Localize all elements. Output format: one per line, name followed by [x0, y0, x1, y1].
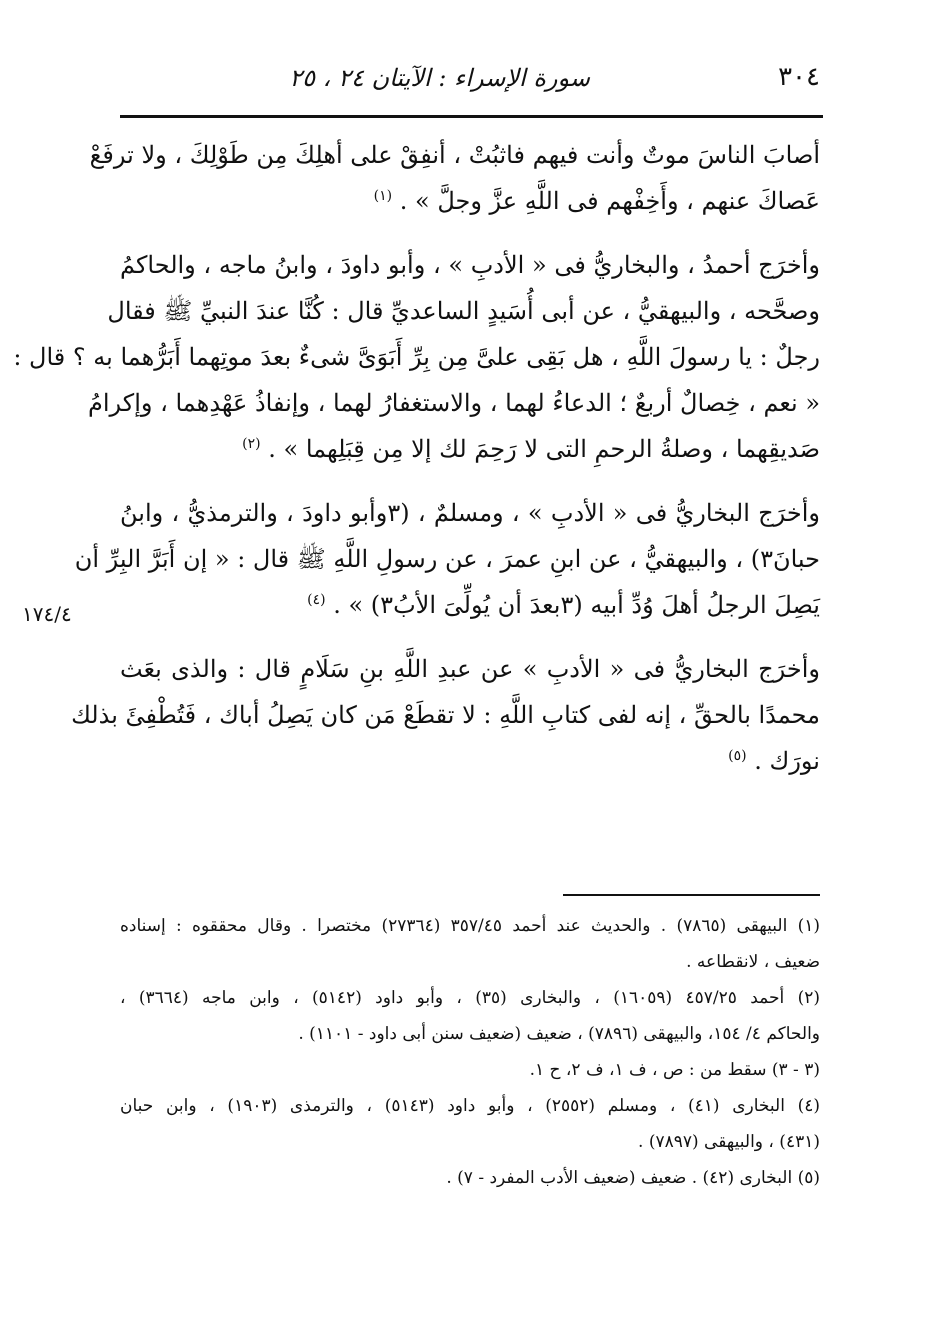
text-line: صَديقِهما ، وصلةُ الرحمِ التى لا رَحِمَ لك إلا مِن قِبَلِهما » . $^{(٢)}$	[242, 435, 820, 463]
text-line: حبانَ٣) ، والبيهقيُّ ، عن ابنِ عمرَ ، عن رسولِ اللَّهِ ﷺ قال : « إن أَبَرَّ البِرِّ أن	[74, 545, 820, 573]
footnote-4: (٤) البخارى (٤١) ، ومسلم (٢٥٥٢) ، وأبو داود (٥١٤٣) ، والترمذى (١٩٠٣) ، وابن حبان	[120, 1096, 821, 1116]
footnote-ref: (٥)	[728, 748, 747, 764]
paragraph	[89, 132, 820, 224]
footnote-1: (١) البيهقى (٧٨٦٥) . والحديث عند أحمد ٣٥٧/٤٥ (٢٧٣٦٤) مختصرا . وقال محققوه : إسناده	[120, 916, 820, 936]
footnote-ref: (٢)	[242, 436, 261, 452]
text-line: يَصِلَ الرجلُ أهلَ وُدِّ أبيه (٣بعدَ أن يُولِّىَ الأبُ٣) » . $^{(٤)}$	[307, 591, 820, 619]
text-line: وأخرَج أحمدُ ، والبخاريُّ فى « الأدبِ » ، وأبو داودَ ، وابنُ ماجه ، والحاكمُ	[120, 251, 820, 279]
paragraph	[74, 490, 821, 628]
text-line: وصحَّحه ، والبيهقيُّ ، عن أبى أُسَيدٍ الساعديِّ قال : كُنَّا عندَ النبيِّ ﷺ فقال	[107, 297, 820, 325]
text-line: وأخرَج البخاريُّ فى « الأدبِ » عن عبدِ اللَّهِ بنِ سَلَامٍ قال : والذى بعَث	[120, 655, 820, 683]
text-line: عَصاكَ عنهم ، وأَخِفْهم فى اللَّهِ عزَّ وجلَّ » . $^{(١)}$	[373, 187, 820, 215]
footnote-1-continued: ضعيف ، لانقطاعه .	[686, 952, 820, 972]
text-line: محمدًا بالحقِّ ، إنه لفى كتابِ اللَّهِ : لا تقطَعْ مَن كان يَصِلُ أباك ، فَتُطْفِئَ بذلك	[71, 701, 820, 729]
footnote-rule	[563, 894, 820, 896]
page-header	[120, 58, 820, 102]
footnote-ref: (٤)	[307, 592, 326, 608]
running-title: سورة الإسراء : الآيتان ٢٤ ، ٢٥	[289, 64, 590, 92]
footnotes	[120, 908, 820, 1196]
footnote-5: (٥) البخارى (٤٢) . ضعيف (ضعيف الأدب المفرد - ٧) .	[446, 1168, 820, 1188]
footnote-2: (٢) أحمد ٤٥٧/٢٥ (١٦٠٥٩) ، والبخارى (٣٥) ، وأبو داود (٥١٤٢) ، وابن ماجه (٣٦٦٤) ،	[120, 988, 820, 1008]
text-line: وأخرَج البخاريُّ فى « الأدبِ » ، ومسلمٌ ، (٣وأبو داودَ ، والترمذيُّ ، وابنُ	[120, 499, 821, 527]
margin-reference: ١٧٤/٤	[22, 602, 72, 626]
paragraph	[13, 242, 820, 472]
text-line: أصابَ الناسَ موتٌ وأنت فيهم فاثبُتْ ، أنفِقْ على أهلِكَ مِن طَوْلِكَ ، ولا ترفَعْ	[89, 141, 820, 169]
text-line: نورَك . $^{(٥)}$	[728, 747, 820, 775]
footnote-4-continued: (٤٣١) ، والبيهقى (٧٨٩٧) .	[638, 1132, 820, 1152]
header-rule	[120, 115, 823, 118]
text-line: « نعم ، خِصالٌ أربعٌ ؛ الدعاءُ لهما ، والاستغفارُ لهما ، وإنفاذُ عَهْدِهما ، وإكرامُ	[88, 389, 820, 417]
page-number: ٣٠٤	[778, 62, 820, 92]
paragraph	[71, 646, 820, 784]
footnote-2-continued: والحاكم ٤/ ١٥٤، والبيهقى (٧٨٩٦) ، ضعيف (ضعيف سنن أبى داود - ١١٠١) .	[298, 1024, 820, 1044]
footnote-ref: (١)	[373, 188, 393, 204]
text-line: رجلٌ : يا رسولَ اللَّهِ ، هل بَقِى علىَّ مِن بِرِّ أَبَوَىَّ شىءٌ بعدَ موتِهما أَبَرُّهما به ؟ قال :	[13, 343, 820, 371]
footnote-3: (٣ - ٣) سقط من : ص ، ف ١، ف ٢، ح ١.	[529, 1060, 820, 1080]
